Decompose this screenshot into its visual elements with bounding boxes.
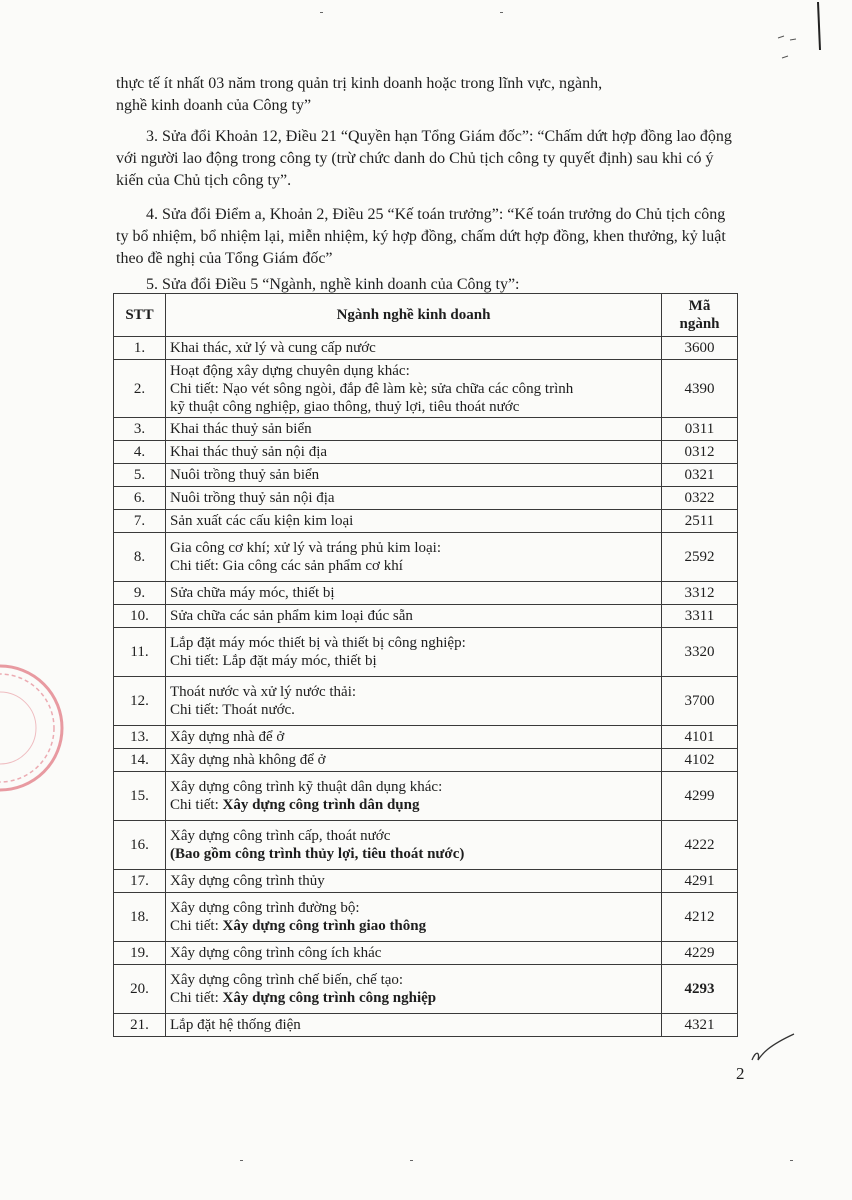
table-row (114, 677, 738, 726)
row-detail-prefix: Chi tiết: (170, 918, 223, 934)
row-name-line: Xây dựng công trình kỹ thuật dân dụng khác: (170, 779, 443, 795)
table-row (114, 418, 738, 441)
row-name: Xây dựng công trình công ích khác (166, 942, 662, 965)
row-stt: 21. (114, 1014, 166, 1037)
table-row (114, 870, 738, 893)
row-code: 3312 (662, 582, 738, 605)
row-stt: 17. (114, 870, 166, 893)
scan-speck (240, 1160, 243, 1161)
row-stt: 18. (114, 893, 166, 942)
row-stt: 16. (114, 821, 166, 870)
row-code: 0321 (662, 464, 738, 487)
row-name (166, 533, 662, 582)
row-detail-line: kỹ thuật công nghiệp, giao thông, thuỷ lợi, tiêu thoát nước (170, 398, 520, 415)
row-stt: 15. (114, 772, 166, 821)
row-code: 4229 (662, 942, 738, 965)
row-detail-line (170, 917, 657, 935)
table-row (114, 337, 738, 360)
row-stt: 10. (114, 605, 166, 628)
row-detail-bold: Xây dựng công trình công nghiệp (222, 990, 437, 1006)
table-row (114, 749, 738, 772)
table-row (114, 726, 738, 749)
row-name-line: Xây dựng công trình cấp, thoát nước (170, 828, 391, 844)
table-row (114, 360, 738, 418)
table-row (114, 441, 738, 464)
header-code (662, 294, 738, 337)
row-detail-line: Chi tiết: Gia công các sản phẩm cơ khí (170, 558, 403, 574)
row-code: 3700 (662, 677, 738, 726)
row-code: 4291 (662, 870, 738, 893)
row-detail-line: Chi tiết: Lắp đặt máy móc, thiết bị (170, 653, 377, 669)
row-code: 0322 (662, 487, 738, 510)
row-name: Xây dựng nhà không để ở (166, 749, 662, 772)
row-name: Khai thác thuỷ sản nội địa (166, 441, 662, 464)
row-stt: 5. (114, 464, 166, 487)
row-code: 4321 (662, 1014, 738, 1037)
row-name: Sản xuất các cấu kiện kim loại (166, 510, 662, 533)
row-name: Khai thác thuỷ sản biển (166, 418, 662, 441)
table-row (114, 965, 738, 1014)
row-name: Xây dựng công trình thủy (166, 870, 662, 893)
row-code: 2511 (662, 510, 738, 533)
row-detail-line (170, 989, 657, 1007)
row-code: 0311 (662, 418, 738, 441)
row-stt: 12. (114, 677, 166, 726)
row-name (166, 360, 662, 418)
row-stt: 2. (114, 360, 166, 418)
table-header-row (114, 294, 738, 337)
business-lines-table (113, 293, 738, 1037)
handwritten-initial-icon (748, 1030, 798, 1070)
row-stt: 14. (114, 749, 166, 772)
row-name-line: Lắp đặt máy móc thiết bị và thiết bị công nghiệp: (170, 635, 466, 651)
row-stt: 13. (114, 726, 166, 749)
table-row (114, 582, 738, 605)
row-name: Xây dựng nhà để ở (166, 726, 662, 749)
row-stt: 6. (114, 487, 166, 510)
row-name (166, 821, 662, 870)
row-code: 4293 (662, 965, 738, 1014)
table-row (114, 605, 738, 628)
row-code: 4212 (662, 893, 738, 942)
row-stt: 9. (114, 582, 166, 605)
row-stt: 20. (114, 965, 166, 1014)
row-code: 2592 (662, 533, 738, 582)
row-detail-prefix: Chi tiết: (170, 797, 223, 813)
table-row (114, 628, 738, 677)
row-stt: 19. (114, 942, 166, 965)
row-detail-bold: (Bao gồm công trình thủy lợi, tiêu thoát nước) (170, 846, 465, 862)
table-row (114, 464, 738, 487)
table-row (114, 893, 738, 942)
row-detail-line: Chi tiết: Thoát nước. (170, 702, 295, 718)
paragraph-amendment-4: 4. Sửa đổi Điểm a, Khoản 2, Điều 25 “Kế toán trưởng”: “Kế toán trưởng do Chủ tịch công ty bổ nhiệm, bổ nhiệm lại, miễn nhiệm, ký hợp đồng, chấm dứt hợp đồng, khen thưởng, kỷ luật theo đề nghị của Tổng Giám đốc” (116, 206, 726, 267)
row-code: 4102 (662, 749, 738, 772)
row-stt: 4. (114, 441, 166, 464)
paragraph-continuation (116, 73, 736, 117)
row-code: 4101 (662, 726, 738, 749)
row-code: 3311 (662, 605, 738, 628)
row-stt: 1. (114, 337, 166, 360)
table-row (114, 942, 738, 965)
scan-speck (320, 12, 323, 13)
row-name: Nuôi trồng thuỷ sản biển (166, 464, 662, 487)
header-code-line: ngành (679, 316, 720, 332)
row-stt: 7. (114, 510, 166, 533)
red-seal-stamp-icon (0, 648, 70, 808)
row-detail-line: Chi tiết: Nạo vét sông ngòi, đắp đê làm kè; sửa chữa các công trình (170, 380, 574, 397)
table-row (114, 487, 738, 510)
scan-mark-icon (770, 0, 830, 70)
row-stt: 11. (114, 628, 166, 677)
scan-speck (500, 12, 503, 13)
header-business-line: Ngành nghề kinh doanh (166, 294, 662, 337)
row-name-line: Hoạt động xây dựng chuyên dụng khác: (170, 362, 410, 379)
paragraph-amendment-5: 5. Sửa đổi Điều 5 “Ngành, nghề kinh doanh của Công ty”: (146, 276, 520, 293)
row-name (166, 772, 662, 821)
scan-speck (410, 1160, 413, 1161)
table-row (114, 772, 738, 821)
row-code: 3320 (662, 628, 738, 677)
table-row (114, 533, 738, 582)
row-detail-line (170, 796, 657, 814)
row-name-line: Thoát nước và xử lý nước thải: (170, 684, 357, 700)
row-name (166, 677, 662, 726)
row-code: 4390 (662, 360, 738, 418)
row-name: Sửa chữa máy móc, thiết bị (166, 582, 662, 605)
row-code: 3600 (662, 337, 738, 360)
row-detail-bold: Xây dựng công trình dân dụng (222, 797, 420, 813)
header-code-line: Mã (688, 298, 711, 314)
row-stt: 3. (114, 418, 166, 441)
row-stt: 8. (114, 533, 166, 582)
paragraph-amendment-3: 3. Sửa đổi Khoản 12, Điều 21 “Quyền hạn Tổng Giám đốc”: “Chấm dứt hợp đồng lao động với người lao động trong công ty (trừ chức danh do Chủ tịch công ty quyết định) sau khi có ý kiến của Chủ tịch công ty”. (116, 128, 732, 189)
row-name: Nuôi trồng thuỷ sản nội địa (166, 487, 662, 510)
table-row (114, 510, 738, 533)
row-name: Sửa chữa các sản phẩm kim loại đúc sẵn (166, 605, 662, 628)
row-name: Lắp đặt hệ thống điện (166, 1014, 662, 1037)
row-code: 4299 (662, 772, 738, 821)
row-name-line: Xây dựng công trình chế biến, chế tạo: (170, 972, 404, 988)
row-name-line: Xây dựng công trình đường bộ: (170, 900, 360, 916)
row-name (166, 965, 662, 1014)
scan-speck (790, 1160, 793, 1161)
row-code: 0312 (662, 441, 738, 464)
row-detail-bold: Xây dựng công trình giao thông (222, 918, 427, 934)
row-code: 4222 (662, 821, 738, 870)
row-name: Khai thác, xử lý và cung cấp nước (166, 337, 662, 360)
paragraph-line: thực tế ít nhất 03 năm trong quản trị kinh doanh hoặc trong lĩnh vực, ngành, (116, 75, 603, 92)
page-number: 2 (736, 1064, 745, 1083)
table-row (114, 1014, 738, 1037)
table-row (114, 821, 738, 870)
row-name (166, 893, 662, 942)
header-stt: STT (114, 294, 166, 337)
row-name-line: Gia công cơ khí; xử lý và tráng phủ kim loại: (170, 540, 442, 556)
row-detail-prefix: Chi tiết: (170, 990, 223, 1006)
row-name (166, 628, 662, 677)
paragraph-line: nghề kinh doanh của Công ty” (116, 97, 312, 114)
